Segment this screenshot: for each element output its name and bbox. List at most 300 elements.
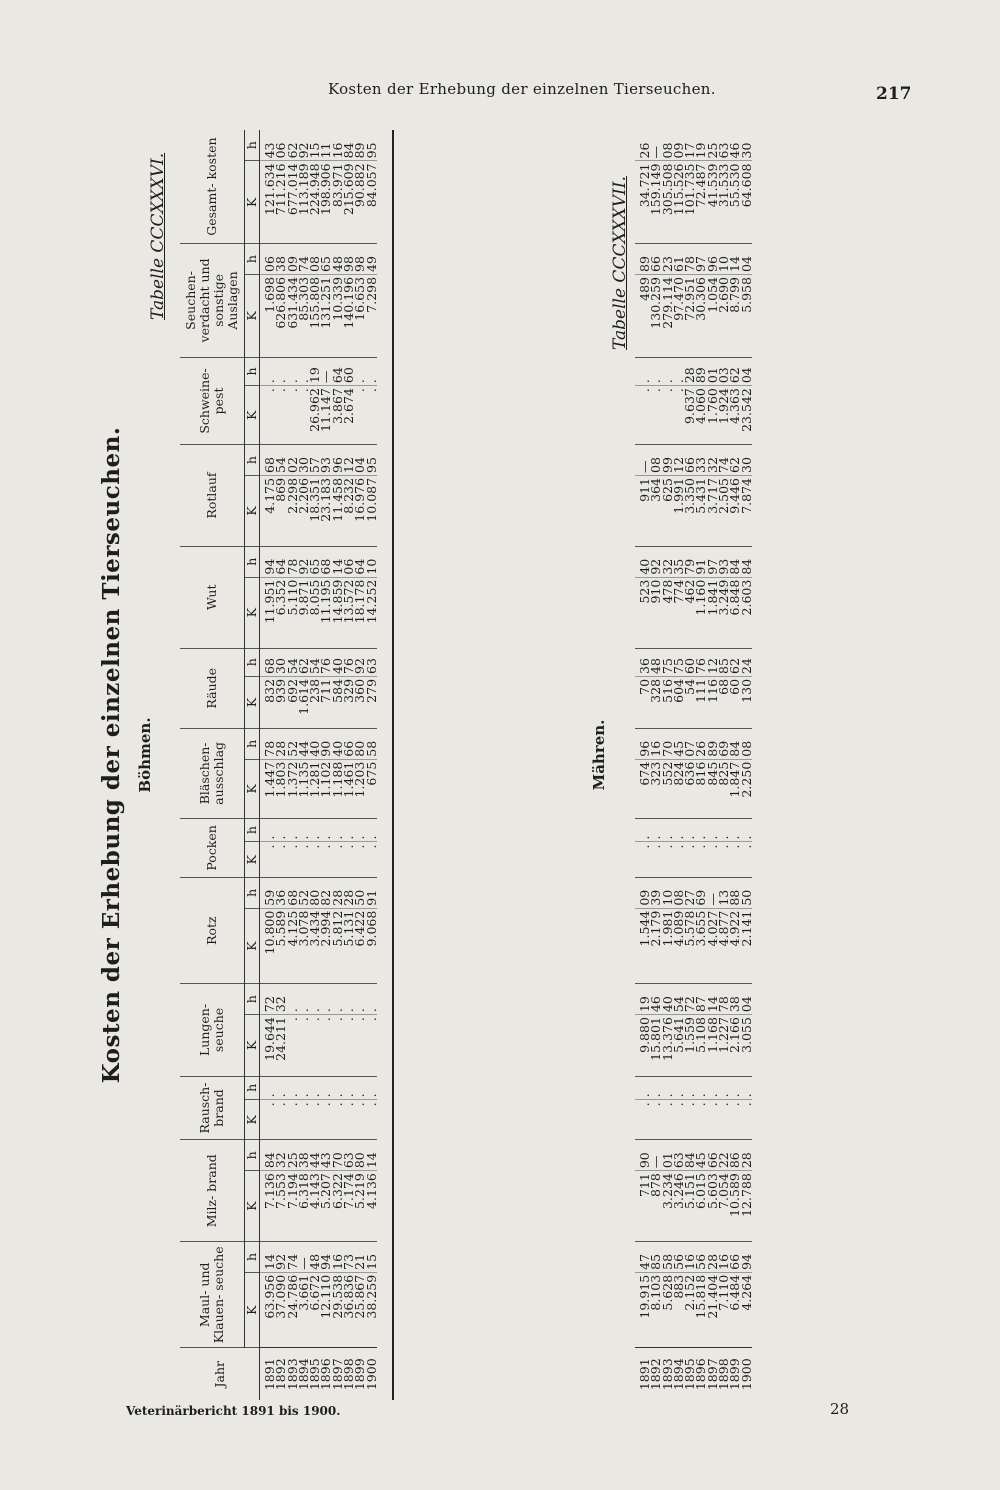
- value-cell: 25: [287, 1140, 298, 1171]
- value-cell: 8.232: [343, 475, 354, 546]
- value-cell: 25.867: [354, 1272, 365, 1348]
- value-cell: 1.841: [707, 577, 718, 648]
- value-cell: 46: [650, 984, 661, 1015]
- value-cell: 4.136: [366, 1171, 377, 1242]
- value-cell: 90: [635, 1140, 650, 1171]
- subheader-k: K: [245, 1100, 260, 1140]
- value-cell: 11: [320, 130, 331, 161]
- value-cell: 626.806: [275, 274, 286, 357]
- value-cell: 08: [741, 728, 752, 759]
- value-cell: 825: [718, 759, 729, 818]
- value-cell: 04: [741, 244, 752, 275]
- value-cell: .: [275, 1100, 286, 1140]
- value-cell: 54: [287, 648, 298, 676]
- value-cell: .: [366, 386, 377, 445]
- value-cell: 4.363: [729, 386, 740, 445]
- value-cell: 94: [741, 1242, 752, 1273]
- footer-source: Veterinärbericht 1891 bis 1900.: [126, 1404, 341, 1418]
- value-cell: 32: [707, 445, 718, 476]
- value-cell: 11.458: [332, 475, 343, 546]
- value-cell: .: [366, 842, 377, 877]
- value-cell: 68: [287, 877, 298, 908]
- value-cell: 121.634: [260, 161, 276, 244]
- value-cell: 64.608: [741, 161, 752, 244]
- value-cell: 14: [332, 546, 343, 577]
- year-cell: 1900: [741, 1348, 752, 1400]
- value-cell: 869: [275, 475, 286, 546]
- value-cell: 5.603: [707, 1171, 718, 1242]
- value-cell: 40: [332, 648, 343, 676]
- value-cell: 130.259: [650, 275, 661, 358]
- value-cell: .: [635, 1076, 650, 1100]
- value-cell: 38: [729, 984, 740, 1015]
- value-cell: 84: [729, 546, 740, 577]
- value-cell: 16: [332, 130, 343, 161]
- value-cell: 96: [707, 244, 718, 275]
- year-cell: 1898: [718, 1348, 729, 1400]
- value-cell: 711: [635, 1171, 650, 1242]
- value-cell: 711.216: [275, 161, 286, 244]
- value-cell: 68: [718, 676, 729, 728]
- value-cell: 64: [354, 546, 365, 577]
- value-cell: 85.303: [298, 274, 309, 357]
- value-cell: 68: [260, 648, 276, 676]
- value-cell: 26.962: [309, 386, 320, 445]
- value-cell: 832: [260, 676, 276, 728]
- value-cell: .: [287, 357, 298, 385]
- value-cell: 66: [684, 445, 695, 476]
- value-cell: 478: [662, 577, 673, 648]
- value-cell: .: [695, 818, 706, 842]
- value-cell: 101.735: [684, 161, 695, 244]
- value-cell: 12.788: [741, 1171, 752, 1242]
- value-cell: 4.089: [673, 908, 684, 984]
- value-cell: 3.350: [684, 475, 695, 546]
- value-cell: 19.644: [260, 1015, 276, 1076]
- value-cell: 7.110: [718, 1272, 729, 1348]
- value-cell: 911: [635, 475, 650, 546]
- value-cell: 32: [275, 1140, 286, 1171]
- column-header: Räude: [180, 648, 245, 728]
- value-cell: 328: [650, 676, 661, 728]
- value-cell: .: [320, 1015, 331, 1076]
- value-cell: .: [695, 1100, 706, 1140]
- value-cell: 85: [718, 648, 729, 676]
- value-cell: 15: [366, 1242, 377, 1273]
- value-cell: 65: [320, 244, 331, 275]
- value-cell: 89: [695, 357, 706, 385]
- subheader-k: K: [245, 1015, 260, 1076]
- value-cell: .: [275, 357, 286, 385]
- column-header: Schweine- pest: [180, 357, 245, 445]
- value-cell: .: [673, 1076, 684, 1100]
- value-cell: 2.166: [729, 1015, 740, 1076]
- value-cell: 06: [343, 546, 354, 577]
- value-cell: 5.812: [332, 908, 343, 984]
- value-cell: 18.351: [309, 475, 320, 546]
- column-header: Lungen- seuche: [180, 984, 245, 1076]
- value-cell: .: [298, 984, 309, 1015]
- column-header: Pocken: [180, 818, 245, 877]
- value-cell: 89: [635, 244, 650, 275]
- page-number: 217: [876, 84, 912, 104]
- value-cell: 70: [332, 1140, 343, 1171]
- year-cell: 1896: [320, 1348, 331, 1400]
- value-cell: .: [354, 1015, 365, 1076]
- value-cell: 06: [275, 130, 286, 161]
- value-cell: 08: [309, 244, 320, 275]
- value-cell: .: [366, 357, 377, 385]
- value-cell: .: [354, 818, 365, 842]
- value-cell: 489: [635, 275, 650, 358]
- value-cell: 03: [718, 357, 729, 385]
- value-cell: 43: [320, 1140, 331, 1171]
- value-cell: .: [662, 842, 673, 877]
- value-cell: 14: [260, 1242, 276, 1273]
- value-cell: 09: [673, 130, 684, 161]
- value-cell: .: [309, 1076, 320, 1100]
- value-cell: 66: [729, 1242, 740, 1273]
- value-cell: 96: [332, 445, 343, 476]
- value-cell: .: [662, 1076, 673, 1100]
- value-cell: 4.143: [309, 1171, 320, 1242]
- table-row: [741, 130, 752, 1400]
- value-cell: .: [366, 1076, 377, 1100]
- value-cell: 238: [309, 676, 320, 728]
- value-cell: 40: [662, 984, 673, 1015]
- value-cell: 1.559: [684, 1015, 695, 1076]
- value-cell: 5.958: [741, 275, 752, 358]
- value-cell: .: [260, 818, 276, 842]
- value-cell: .: [287, 1076, 298, 1100]
- year-cell: 1892: [275, 1348, 286, 1400]
- value-cell: .: [275, 1076, 286, 1100]
- subheader-k: K: [245, 908, 260, 984]
- value-cell: 23.183: [320, 475, 331, 546]
- main-title: Kosten der Erhebung der einzelnen Tierseuchen.: [98, 426, 125, 1084]
- value-cell: 21: [354, 1242, 365, 1273]
- value-cell: 1.447: [260, 759, 276, 818]
- value-cell: 78: [287, 546, 298, 577]
- value-cell: 26: [635, 130, 650, 161]
- value-cell: .: [260, 1076, 276, 1100]
- value-cell: .: [354, 842, 365, 877]
- value-cell: 28: [343, 877, 354, 908]
- value-cell: 46: [729, 130, 740, 161]
- value-cell: .: [343, 1015, 354, 1076]
- value-cell: 37.090: [275, 1272, 286, 1348]
- year-cell: 1894: [298, 1348, 309, 1400]
- value-cell: .: [354, 984, 365, 1015]
- value-cell: 12: [673, 445, 684, 476]
- subheader-h: h: [245, 877, 260, 908]
- value-cell: 159.149: [650, 161, 661, 244]
- value-cell: .: [718, 1076, 729, 1100]
- value-cell: 70: [635, 676, 650, 728]
- value-cell: 674: [635, 759, 650, 818]
- value-cell: 95: [366, 445, 377, 476]
- value-cell: 360: [354, 676, 365, 728]
- value-cell: .: [343, 1076, 354, 1100]
- value-cell: 10.800: [260, 908, 276, 984]
- value-cell: 3.867: [332, 386, 343, 445]
- value-cell: 30: [741, 130, 752, 161]
- value-cell: 63: [343, 1140, 354, 1171]
- running-title: Kosten der Erhebung der einzelnen Tierseuchen.: [328, 80, 716, 98]
- column-header: Rotlauf: [180, 445, 245, 547]
- value-cell: 32: [662, 546, 673, 577]
- value-cell: 2.298: [287, 475, 298, 546]
- value-cell: 5.431: [695, 475, 706, 546]
- value-cell: 878: [650, 1171, 661, 1242]
- value-cell: 40: [332, 728, 343, 759]
- value-cell: 69: [695, 877, 706, 908]
- value-cell: 63: [718, 130, 729, 161]
- value-cell: 9.446: [729, 475, 740, 546]
- value-cell: 01: [662, 1140, 673, 1171]
- value-cell: 76: [343, 648, 354, 676]
- value-cell: 19: [695, 130, 706, 161]
- value-cell: 774: [673, 577, 684, 648]
- value-cell: 30: [741, 445, 752, 476]
- value-cell: 08: [650, 445, 661, 476]
- value-cell: 52: [287, 728, 298, 759]
- value-cell: 24.786: [287, 1272, 298, 1348]
- value-cell: 54: [275, 445, 286, 476]
- subheader-k: K: [245, 577, 260, 648]
- value-cell: .: [718, 842, 729, 877]
- value-cell: .: [707, 1076, 718, 1100]
- value-cell: .: [662, 818, 673, 842]
- subheader-h: h: [245, 1140, 260, 1171]
- value-cell: 56: [695, 1242, 706, 1273]
- value-cell: .: [275, 386, 286, 445]
- value-cell: —: [320, 357, 331, 385]
- value-cell: .: [650, 357, 661, 385]
- region-maehren: Mähren.: [590, 719, 608, 791]
- subheader-k: K: [245, 759, 260, 818]
- value-cell: 78: [684, 244, 695, 275]
- value-cell: .: [366, 984, 377, 1015]
- value-cell: 2.206: [298, 475, 309, 546]
- value-cell: 66: [650, 244, 661, 275]
- value-cell: 305.508: [662, 161, 673, 244]
- value-cell: 3.655: [695, 908, 706, 984]
- value-cell: .: [298, 1015, 309, 1076]
- value-cell: 92: [354, 648, 365, 676]
- value-cell: .: [309, 984, 320, 1015]
- value-cell: 9.871: [298, 577, 309, 648]
- value-cell: 66: [343, 728, 354, 759]
- value-cell: 910: [650, 577, 661, 648]
- year-cell: 1893: [662, 1348, 673, 1400]
- value-cell: .: [662, 1100, 673, 1140]
- year-cell: 1893: [287, 1348, 298, 1400]
- value-cell: 72: [684, 984, 695, 1015]
- value-cell: 56: [673, 1242, 684, 1273]
- value-cell: 86: [729, 1140, 740, 1171]
- value-cell: 140.196: [343, 274, 354, 357]
- value-cell: 4.264: [741, 1272, 752, 1348]
- value-cell: 14: [729, 244, 740, 275]
- value-cell: 10: [718, 244, 729, 275]
- value-cell: 15: [309, 130, 320, 161]
- year-cell: 1891: [260, 1348, 276, 1400]
- value-cell: 5.131: [343, 908, 354, 984]
- value-cell: 12.110: [320, 1272, 331, 1348]
- value-cell: 15.801: [650, 1015, 661, 1076]
- subheader-h: h: [245, 445, 260, 476]
- value-cell: 22: [718, 1140, 729, 1171]
- value-cell: 4.060: [695, 386, 706, 445]
- value-cell: 33: [695, 445, 706, 476]
- value-cell: .: [673, 357, 684, 385]
- value-cell: .: [695, 1076, 706, 1100]
- value-cell: 5.578: [684, 908, 695, 984]
- value-cell: 38: [275, 244, 286, 275]
- value-cell: 10.339: [332, 274, 343, 357]
- value-cell: 1.281: [309, 759, 320, 818]
- value-cell: 75: [662, 648, 673, 676]
- value-cell: 30.306: [695, 275, 706, 358]
- value-cell: 5.589: [275, 908, 286, 984]
- year-cell: 1892: [650, 1348, 661, 1400]
- value-cell: 52: [298, 877, 309, 908]
- value-cell: 62: [729, 445, 740, 476]
- value-cell: 1.803: [275, 759, 286, 818]
- value-cell: 60: [343, 357, 354, 385]
- value-cell: 6.848: [729, 577, 740, 648]
- value-cell: .: [309, 818, 320, 842]
- value-cell: 73: [343, 1242, 354, 1273]
- value-cell: 87: [695, 984, 706, 1015]
- value-cell: 84: [729, 728, 740, 759]
- value-cell: 38: [298, 1140, 309, 1171]
- value-cell: 824: [673, 759, 684, 818]
- value-cell: 675: [366, 759, 377, 818]
- value-cell: 329: [343, 676, 354, 728]
- value-cell: 80: [354, 728, 365, 759]
- value-cell: 5.108: [695, 1015, 706, 1076]
- value-cell: .: [366, 1100, 377, 1140]
- value-cell: 3.434: [309, 908, 320, 984]
- value-cell: 64: [332, 357, 343, 385]
- value-cell: 90: [320, 728, 331, 759]
- value-cell: 62: [729, 357, 740, 385]
- value-cell: 8.799: [729, 275, 740, 358]
- value-cell: 63.956: [260, 1272, 276, 1348]
- value-cell: 1.372: [287, 759, 298, 818]
- value-cell: 62: [298, 648, 309, 676]
- value-cell: 7.054: [718, 1171, 729, 1242]
- value-cell: 1.188: [332, 759, 343, 818]
- value-cell: .: [635, 842, 650, 877]
- value-cell: 54: [309, 648, 320, 676]
- value-cell: 28: [707, 1242, 718, 1273]
- value-cell: .: [635, 386, 650, 445]
- value-cell: 08: [673, 877, 684, 908]
- value-cell: 48: [332, 244, 343, 275]
- year-cell: 1895: [684, 1348, 695, 1400]
- value-cell: 65: [309, 546, 320, 577]
- value-cell: .: [343, 1100, 354, 1140]
- value-cell: 14.252: [366, 577, 377, 648]
- value-cell: 279.114: [662, 275, 673, 358]
- subheader-h: h: [245, 984, 260, 1015]
- value-cell: .: [650, 818, 661, 842]
- value-cell: 6.322: [332, 1171, 343, 1242]
- value-cell: 155.808: [309, 274, 320, 357]
- value-cell: 99: [662, 445, 673, 476]
- rule: [392, 130, 394, 1400]
- value-cell: 72: [260, 984, 276, 1015]
- value-cell: 111: [695, 676, 706, 728]
- value-cell: 95: [366, 130, 377, 161]
- subheader-k: K: [245, 386, 260, 445]
- value-cell: 677.014: [287, 161, 298, 244]
- value-cell: .: [287, 386, 298, 445]
- value-cell: 97.470: [673, 275, 684, 358]
- value-cell: 2.250: [741, 759, 752, 818]
- value-cell: .: [635, 357, 650, 385]
- value-cell: 3.234: [662, 1171, 673, 1242]
- value-cell: 06: [260, 244, 276, 275]
- table-label-337: Tabelle CCCXXXVII.: [610, 176, 630, 350]
- value-cell: 94: [320, 1242, 331, 1273]
- value-cell: 50: [741, 877, 752, 908]
- value-cell: .: [707, 1100, 718, 1140]
- value-cell: .: [366, 818, 377, 842]
- value-cell: .: [729, 842, 740, 877]
- value-cell: 28: [275, 728, 286, 759]
- value-cell: 55.530: [729, 161, 740, 244]
- value-cell: 60: [684, 648, 695, 676]
- value-cell: .: [673, 1100, 684, 1140]
- value-cell: 323: [650, 759, 661, 818]
- table-label-336: Tabelle CCCXXXVI.: [148, 152, 168, 320]
- column-header: Bläschen- ausschlag: [180, 728, 245, 818]
- value-cell: .: [662, 357, 673, 385]
- value-cell: .: [741, 1100, 752, 1140]
- value-cell: 16.653: [354, 274, 365, 357]
- value-cell: .: [729, 818, 740, 842]
- value-cell: 10: [662, 877, 673, 908]
- value-cell: .: [343, 818, 354, 842]
- column-header: Milz- brand: [180, 1140, 245, 1242]
- value-cell: 27: [684, 877, 695, 908]
- value-cell: 79: [684, 546, 695, 577]
- year-cell: 1897: [332, 1348, 343, 1400]
- value-cell: 59: [260, 877, 276, 908]
- value-cell: 92: [298, 546, 309, 577]
- value-cell: 1.614: [298, 676, 309, 728]
- value-cell: 7.194: [287, 1171, 298, 1242]
- value-cell: 1.981: [662, 908, 673, 984]
- value-cell: 32: [275, 984, 286, 1015]
- value-cell: 85: [650, 1242, 661, 1273]
- year-cell: 1899: [729, 1348, 740, 1400]
- value-cell: 63: [366, 648, 377, 676]
- value-cell: 36: [275, 877, 286, 908]
- value-cell: .: [260, 386, 276, 445]
- value-cell: 17: [684, 130, 695, 161]
- value-cell: .: [320, 818, 331, 842]
- rotated-content: [90, 110, 910, 1400]
- value-cell: 76: [695, 648, 706, 676]
- column-header: Gesamt- kosten: [180, 130, 245, 244]
- value-cell: .: [298, 386, 309, 445]
- value-cell: 4.027: [707, 908, 718, 984]
